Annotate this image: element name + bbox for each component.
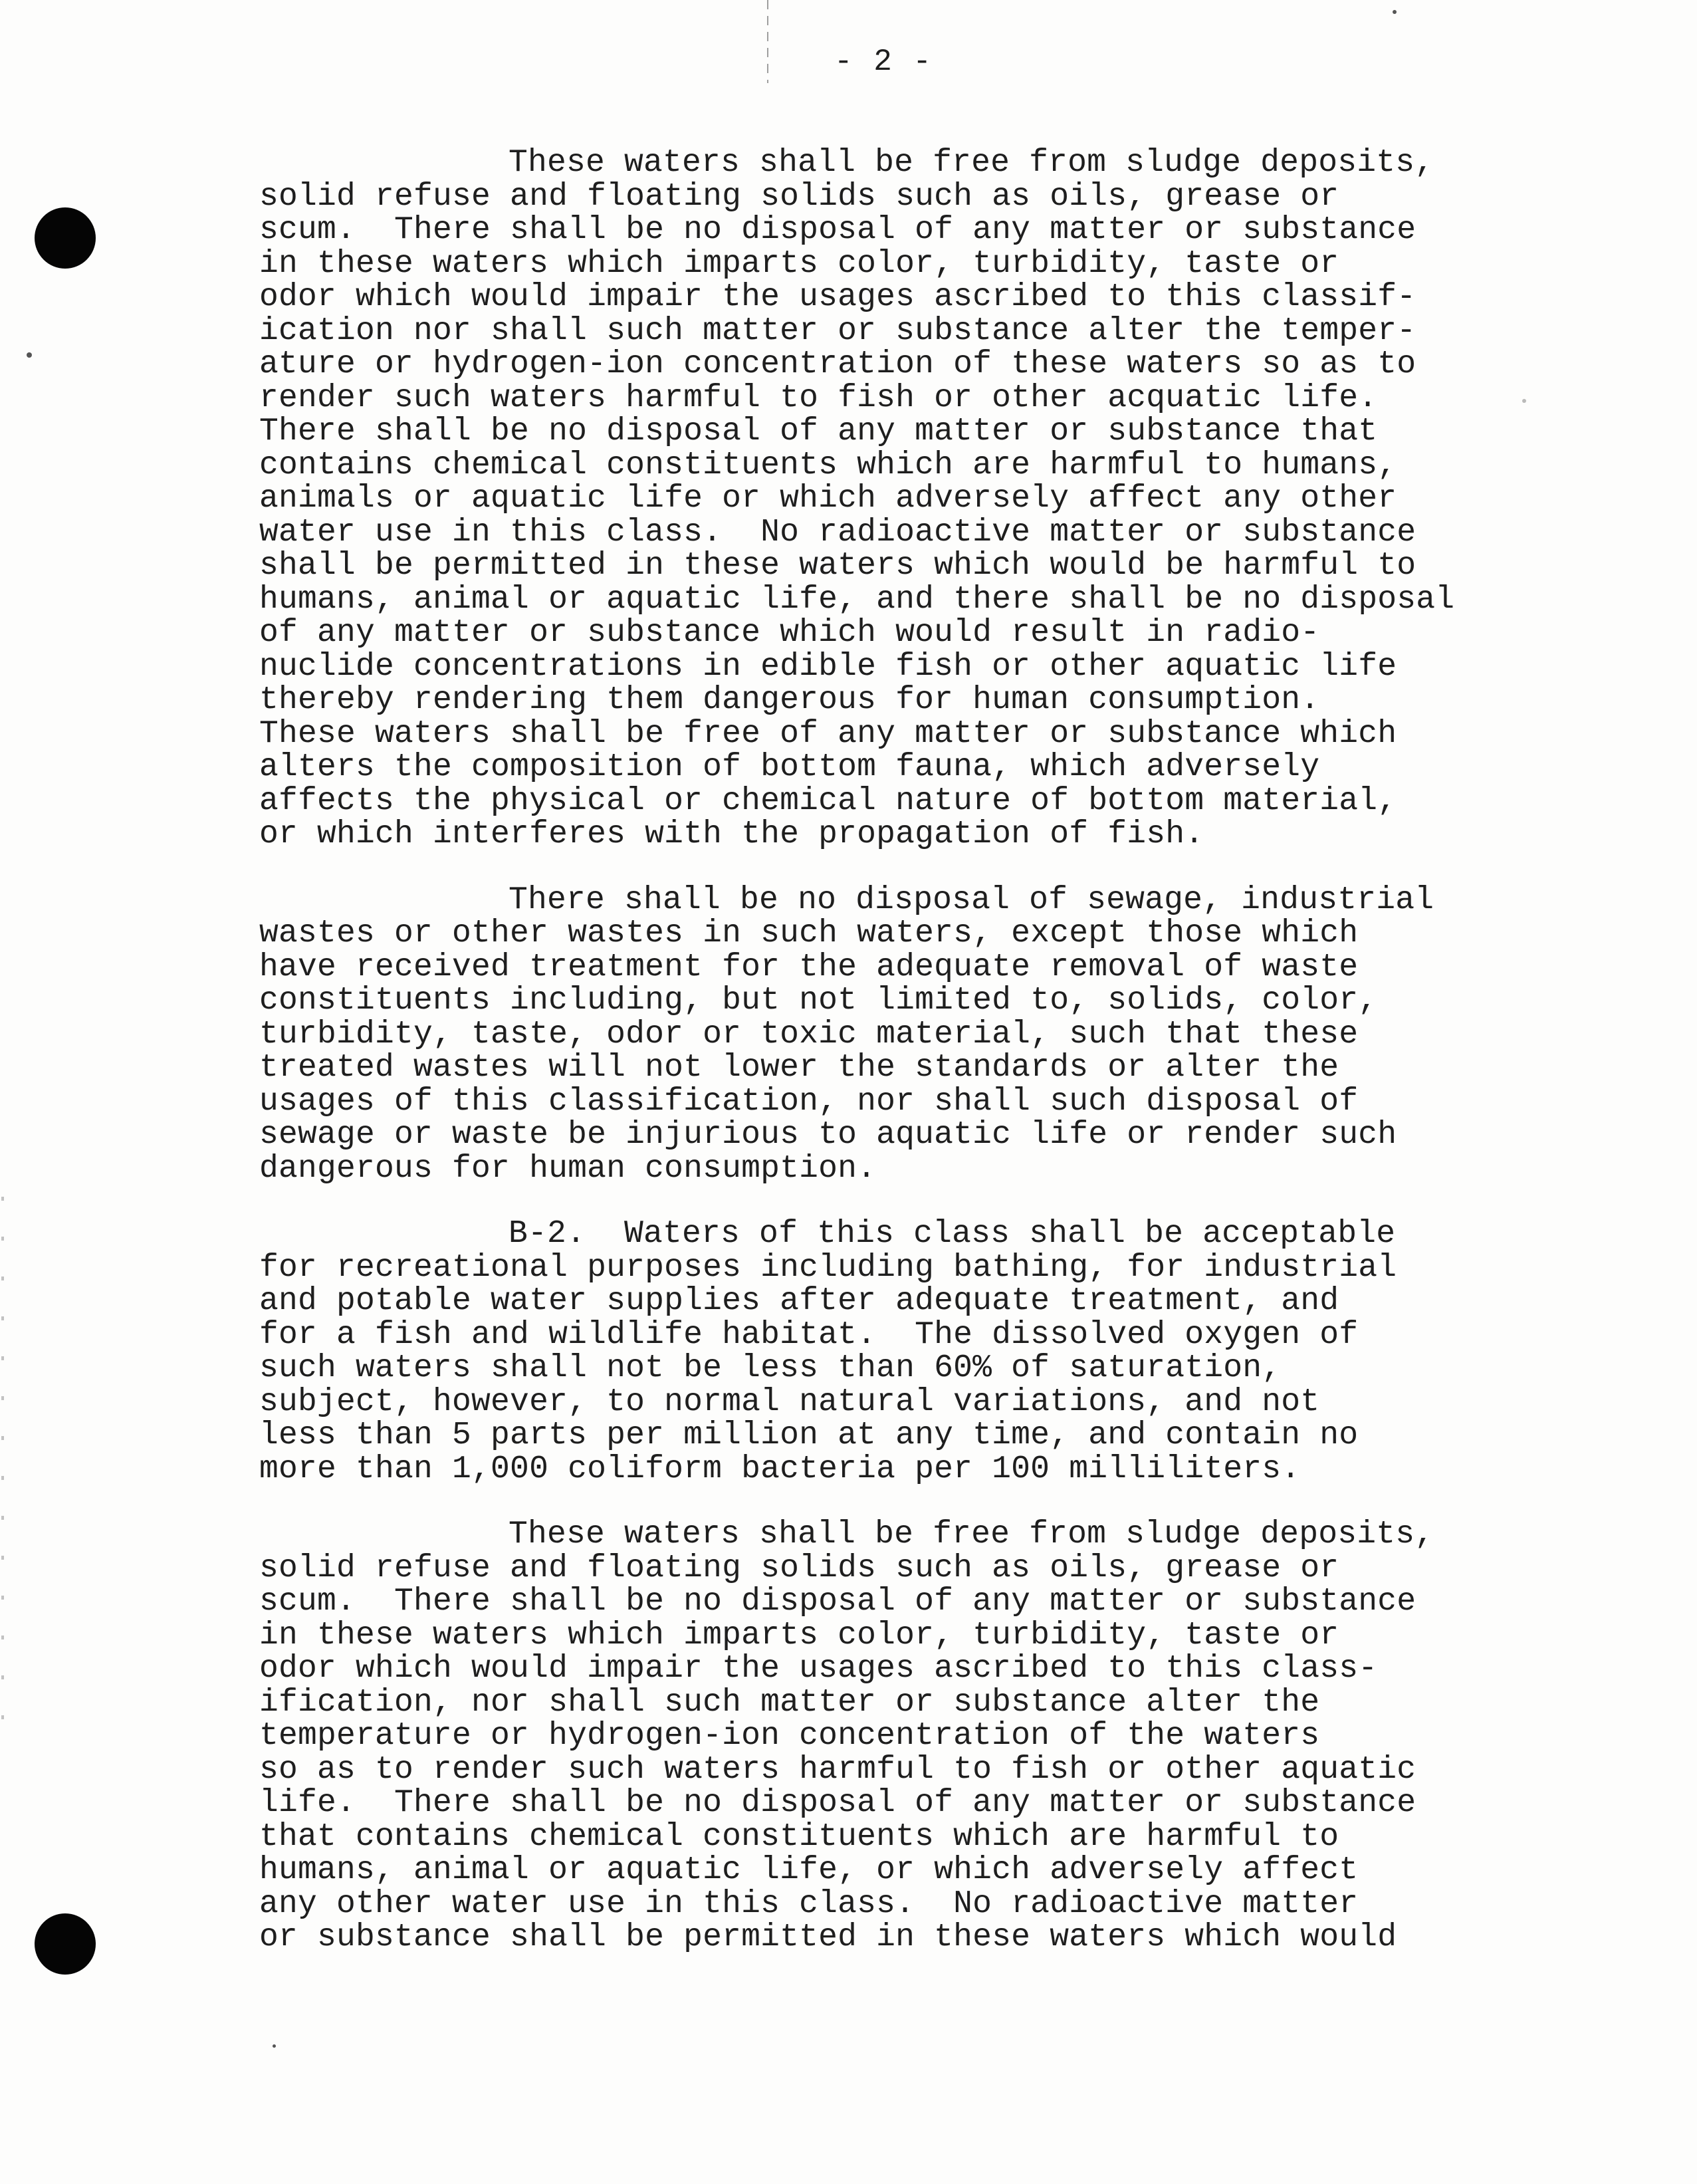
text-line: subject, however, to normal natural variations, and not — [259, 1384, 1320, 1420]
text-line: sewage or waste be injurious to aquatic life or render such — [259, 1117, 1397, 1153]
text-line: alters the composition of bottom fauna, which adversely — [259, 749, 1320, 785]
text-line: for a fish and wildlife habitat. The dissolved oxygen of — [259, 1316, 1359, 1353]
text-line: less than 5 parts per million at any time, and contain no — [259, 1417, 1359, 1453]
text-line: in these waters which imparts color, turbidity, taste or — [259, 245, 1339, 282]
scan-speck — [1393, 10, 1397, 14]
text-line: that contains chemical constituents which are harmful to — [259, 1818, 1339, 1855]
text-line: wastes or other wastes in such waters, except those which — [259, 915, 1359, 951]
text-line: solid refuse and floating solids such as oils, grease or — [259, 1550, 1339, 1586]
text-line: of any matter or substance which would result in radio- — [259, 615, 1320, 651]
text-line: usages of this classification, nor shall such disposal of — [259, 1083, 1359, 1120]
paragraph-sludge-class-b1 — [259, 146, 1655, 852]
document-body — [259, 146, 1655, 1987]
text-line: life. There shall be no disposal of any matter or substance — [259, 1785, 1416, 1821]
scan-speck — [27, 352, 32, 358]
text-line: There shall be no disposal of any matter or substance that — [259, 414, 1378, 449]
text-line: water use in this class. No radioactive matter or substance — [259, 514, 1416, 550]
text-line: for recreational purposes including bathing, for industrial — [259, 1249, 1397, 1286]
text-line: These waters shall be free of any matter or substance which — [259, 715, 1397, 752]
text-line: and potable water supplies after adequate treatment, and — [259, 1283, 1339, 1319]
text-line: any other water use in this class. No radioactive matter — [259, 1885, 1359, 1922]
text-line: contains chemical constituents which are harmful to humans, — [259, 447, 1397, 483]
punch-hole-top — [35, 207, 96, 269]
text-line: in these waters which imparts color, turbidity, taste or — [259, 1617, 1339, 1653]
edge-scan-marks — [1, 1197, 4, 1729]
text-line: thereby rendering them dangerous for human consumption. — [259, 682, 1320, 718]
text-line: humans, animal or aquatic life, or which adversely affect — [259, 1852, 1359, 1888]
text-line: such waters shall not be less than 60% of saturation, — [259, 1350, 1282, 1386]
text-line: affects the physical or chemical nature of bottom material, — [259, 783, 1397, 819]
text-line: odor which would impair the usages ascribed to this class- — [259, 1651, 1378, 1687]
text-line: temperature or hydrogen-ion concentration of the waters — [259, 1718, 1320, 1754]
text-line: odor which would impair the usages ascribed to this classif- — [259, 279, 1416, 315]
text-line: dangerous for human consumption. — [259, 1150, 877, 1187]
text-line: constituents including, but not limited to, solids, color, — [259, 983, 1378, 1019]
text-line: ication nor shall such matter or substance alter the temper- — [259, 312, 1416, 349]
paragraph-class-b2 — [259, 1217, 1655, 1486]
text-line: scum. There shall be no disposal of any matter or substance — [259, 1584, 1416, 1620]
text-line: or which interferes with the propagation of fish. — [259, 816, 1204, 852]
text-line: shall be permitted in these waters which would be harmful to — [259, 548, 1416, 584]
text-line: ification, nor shall such matter or substance alter the — [259, 1684, 1320, 1721]
text-line: more than 1,000 coliform bacteria per 100 milliliters. — [259, 1451, 1301, 1487]
text-line: have received treatment for the adequate removal of waste — [259, 949, 1359, 985]
paragraph-sludge-class-b2 — [259, 1518, 1655, 1955]
paragraph-sewage-disposal — [259, 884, 1655, 1186]
text-line: humans, animal or aquatic life, and there shall be no disposal — [259, 581, 1455, 618]
text-line: ature or hydrogen-ion concentration of these waters so as to — [259, 346, 1416, 382]
text-line: so as to render such waters harmful to fish or other aquatic — [259, 1751, 1416, 1788]
page-number: - 2 - — [834, 45, 933, 79]
text-line: There shall be no disposal of sewage, industrial — [509, 882, 1434, 918]
scan-speck — [273, 2044, 276, 2048]
text-line: nuclide concentrations in edible fish or other aquatic life — [259, 648, 1397, 685]
text-line: animals or aquatic life or which adversely affect any other — [259, 481, 1397, 517]
text-line: These waters shall be free from sludge deposits, — [509, 1517, 1434, 1552]
text-line: scum. There shall be no disposal of any matter or substance — [259, 212, 1416, 248]
text-line: treated wastes will not lower the standards or alter the — [259, 1050, 1339, 1086]
text-line: B-2. Waters of this class shall be acceptable — [509, 1216, 1396, 1252]
text-line: solid refuse and floating solids such as oils, grease or — [259, 178, 1339, 215]
punch-hole-bottom — [35, 1913, 96, 1975]
text-line: or substance shall be permitted in these waters which would — [259, 1919, 1397, 1955]
crop-mark — [767, 0, 768, 83]
text-line: render such waters harmful to fish or other acquatic life. — [259, 380, 1378, 416]
text-line: turbidity, taste, odor or toxic material, such that these — [259, 1016, 1359, 1052]
text-line: These waters shall be free from sludge deposits, — [509, 145, 1434, 181]
